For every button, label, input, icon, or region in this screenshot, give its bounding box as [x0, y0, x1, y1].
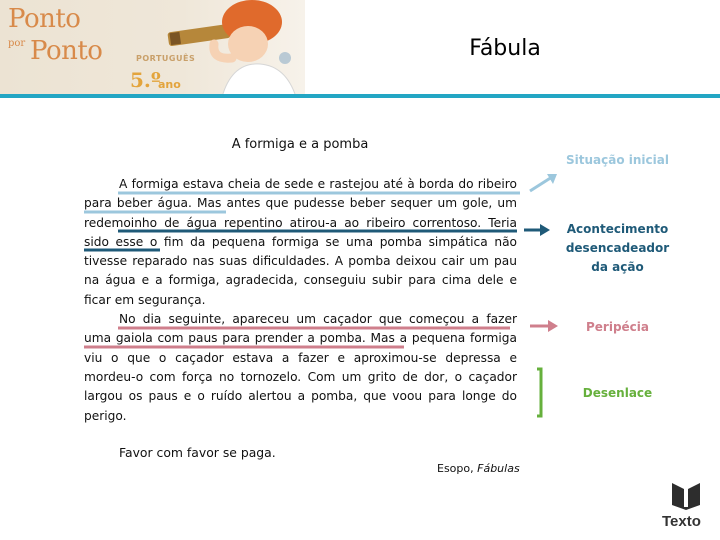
- logo-grade-suffix: ano: [158, 78, 181, 91]
- story-paragraph-2: No dia seguinte, apareceu um caçador que começou a fazer uma gaiola com paus para prender a pomba. Mas a pequena formiga viu o que o caçador estava a fazer e aproximou-se depressa e mordeu-o com força no tornozelo. Com um grito de dor, o caçador largou os paus e o ruído alertou a pomba, que voou para longe do perigo.: [84, 312, 517, 423]
- page-title: Fábula: [469, 36, 541, 61]
- arrow-situacao: [530, 174, 557, 191]
- label-acontecimento-line2: desencadeador: [565, 241, 670, 255]
- label-desenlace: Desenlace: [582, 386, 653, 400]
- label-acontecimento-line3: da ação: [591, 260, 644, 274]
- label-situacao-inicial: Situação inicial: [566, 153, 669, 167]
- arrow-acontecimento: [524, 224, 550, 236]
- logo-grade: 5.º: [130, 68, 161, 92]
- logo-por: por: [8, 38, 26, 49]
- bracket-desenlace: [537, 369, 541, 416]
- label-peripecia: Peripécia: [585, 320, 650, 334]
- logo-line1: Ponto: [8, 4, 81, 34]
- logo-subject: PORTUGUÊS: [136, 54, 196, 63]
- story-moral: Favor com favor se paga.: [119, 445, 276, 460]
- arrow-peripecia: [530, 320, 558, 332]
- brand-name: Texto: [662, 513, 701, 530]
- texto-logo-icon: [672, 483, 700, 510]
- source-author: Esopo,: [437, 462, 478, 475]
- story-paragraph-1: A formiga estava cheia de sede e rastejou até à borda do ribeiro para beber água. Mas antes que pudesse beber sequer um gole, um redemoinho de água repentino atirou-a ao ribeiro correntoso. Teria sido esse o fim da pequena formiga se uma pomba simpática não tivesse reparado nas suas dificuldades. A pomba deixou cair um pau na água e a formiga, agradecida, conseguiu subir para cima dele e ficar em segurança.: [84, 177, 517, 307]
- label-acontecimento-line1: Acontecimento: [566, 222, 669, 236]
- story-title: A formiga e a pomba: [231, 137, 369, 152]
- label-acontecimento: [555, 220, 680, 277]
- source-work: Fábulas: [477, 462, 520, 475]
- logo-line2: Ponto: [30, 36, 103, 66]
